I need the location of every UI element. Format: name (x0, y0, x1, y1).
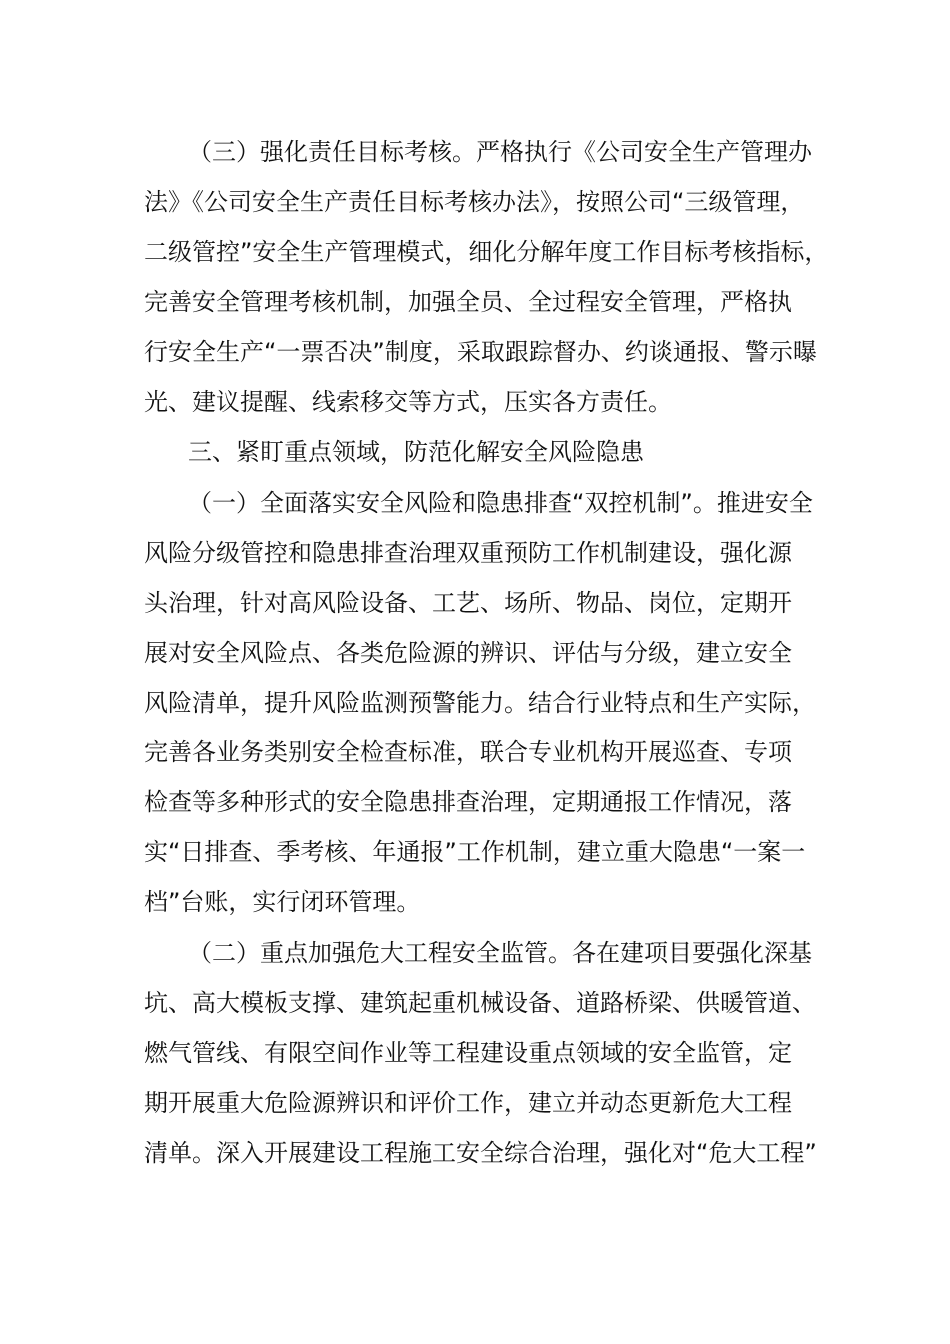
text-line: 坑、高大模板支撑、建筑起重机械设备、道路桥梁、供暖管道、 (144, 989, 816, 1017)
text-line: 光、建议提醒、线索移交等方式，压实各方责任。 (144, 388, 672, 416)
text-line: 档”台账，实行闭环管理。 (144, 888, 421, 916)
text-line: （二）重点加强危大工程安全监管。各在建项目要强化深基 (188, 939, 812, 967)
text-line: 完善安全管理考核机制，加强全员、全过程安全管理，严格执 (144, 288, 792, 316)
text-line: 燃气管线、有限空间作业等工程建设重点领域的安全监管，定 (144, 1039, 792, 1067)
section-heading: 三、紧盯重点领域，防范化解安全风险隐患 (188, 438, 644, 466)
text-line: 头治理，针对高风险设备、工艺、场所、物品、岗位，定期开 (144, 589, 792, 617)
text-line: 行安全生产“一票否决”制度，采取跟踪督办、约谈通报、警示曝 (144, 338, 817, 366)
text-line: 期开展重大危险源辨识和评价工作，建立并动态更新危大工程 (144, 1089, 792, 1117)
text-line: 完善各业务类别安全检查标准，联合专业机构开展巡查、专项 (144, 738, 792, 766)
text-line: （一）全面落实安全风险和隐患排查“双控机制”。推进安全 (188, 489, 813, 517)
text-line: 二级管控”安全生产管理模式，细化分解年度工作目标考核指标， (144, 238, 829, 266)
text-line: 清单。深入开展建设工程施工安全综合治理，强化对“危大工程” (144, 1139, 817, 1167)
text-line: 法》《公司安全生产责任目标考核办法》，按照公司“三级管理， (144, 188, 805, 216)
text-line: 实“日排查、季考核、年通报”工作机制，建立重大隐患“一案一 (144, 838, 806, 866)
text-line: 展对安全风险点、各类危险源的辨识、评估与分级，建立安全 (144, 639, 792, 667)
text-line: （三）强化责任目标考核。严格执行《公司安全生产管理办 (188, 138, 812, 166)
text-line: 检查等多种形式的安全隐患排查治理，定期通报工作情况，落 (144, 788, 792, 816)
text-line: 风险清单，提升风险监测预警能力。结合行业特点和生产实际， (144, 689, 816, 717)
text-line: 风险分级管控和隐患排查治理双重预防工作机制建设，强化源 (144, 539, 792, 567)
